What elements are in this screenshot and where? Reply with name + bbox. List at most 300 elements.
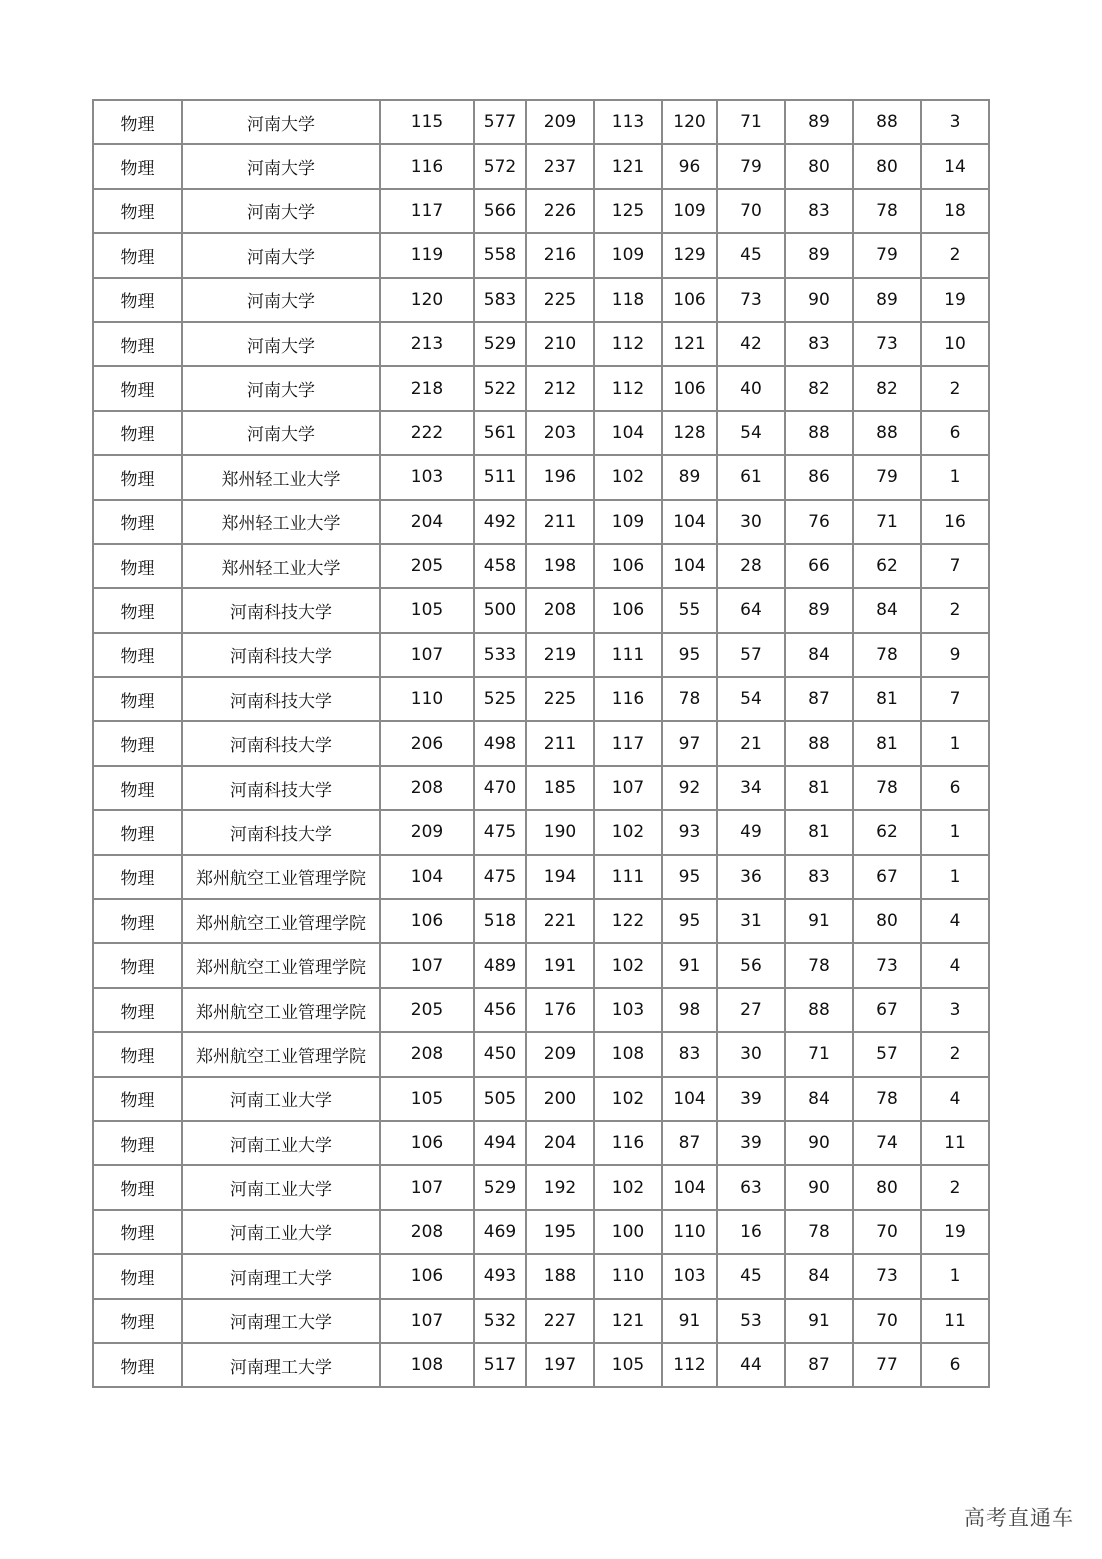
table-cell: 30 <box>717 1032 785 1076</box>
table-cell: 213 <box>380 322 474 366</box>
table-cell: 558 <box>474 233 526 277</box>
table-cell: 105 <box>380 588 474 632</box>
table-cell: 79 <box>717 144 785 188</box>
table-cell: 物理 <box>93 366 182 410</box>
table-cell: 物理 <box>93 766 182 810</box>
table-cell: 2 <box>921 233 989 277</box>
table-cell: 198 <box>526 544 594 588</box>
table-cell: 78 <box>785 1210 853 1254</box>
table-row <box>93 189 989 233</box>
table-cell: 66 <box>785 544 853 588</box>
table-cell: 1 <box>921 1254 989 1298</box>
table-cell: 118 <box>594 278 662 322</box>
table-cell: 河南理工大学 <box>182 1254 380 1298</box>
table-cell: 3 <box>921 988 989 1032</box>
table-cell: 108 <box>594 1032 662 1076</box>
table-cell: 97 <box>662 721 717 765</box>
table-cell: 91 <box>662 943 717 987</box>
table-cell: 194 <box>526 855 594 899</box>
table-cell: 102 <box>594 1165 662 1209</box>
table-row <box>93 100 989 144</box>
table-cell: 106 <box>594 588 662 632</box>
table-cell: 76 <box>785 500 853 544</box>
table-cell: 河南工业大学 <box>182 1210 380 1254</box>
table-cell: 103 <box>662 1254 717 1298</box>
table-cell: 物理 <box>93 500 182 544</box>
table-cell: 物理 <box>93 411 182 455</box>
table-cell: 73 <box>853 322 921 366</box>
table-cell: 物理 <box>93 1299 182 1343</box>
table-cell: 493 <box>474 1254 526 1298</box>
table-cell: 河南大学 <box>182 233 380 277</box>
table-cell: 56 <box>717 943 785 987</box>
table-cell: 89 <box>785 100 853 144</box>
table-cell: 2 <box>921 588 989 632</box>
table-cell: 54 <box>717 411 785 455</box>
table-cell: 28 <box>717 544 785 588</box>
table-cell: 209 <box>526 100 594 144</box>
table-cell: 119 <box>380 233 474 277</box>
table-cell: 211 <box>526 500 594 544</box>
table-cell: 物理 <box>93 544 182 588</box>
table-cell: 106 <box>380 1254 474 1298</box>
table-cell: 106 <box>380 899 474 943</box>
table-cell: 95 <box>662 899 717 943</box>
table-cell: 6 <box>921 1343 989 1387</box>
table-cell: 185 <box>526 766 594 810</box>
table-cell: 7 <box>921 677 989 721</box>
table-row <box>93 1343 989 1387</box>
table-cell: 86 <box>785 455 853 499</box>
table-row <box>93 233 989 277</box>
table-cell: 53 <box>717 1299 785 1343</box>
table-cell: 郑州轻工业大学 <box>182 455 380 499</box>
table-cell: 102 <box>594 1077 662 1121</box>
table-cell: 107 <box>380 1165 474 1209</box>
table-cell: 78 <box>785 943 853 987</box>
table-cell: 19 <box>921 278 989 322</box>
table-cell: 498 <box>474 721 526 765</box>
table-cell: 57 <box>853 1032 921 1076</box>
table-cell: 郑州航空工业管理学院 <box>182 1032 380 1076</box>
table-cell: 92 <box>662 766 717 810</box>
table-cell: 204 <box>380 500 474 544</box>
table-cell: 河南大学 <box>182 322 380 366</box>
table-cell: 45 <box>717 1254 785 1298</box>
table-cell: 71 <box>785 1032 853 1076</box>
table-cell: 107 <box>380 943 474 987</box>
table-cell: 83 <box>662 1032 717 1076</box>
table-cell: 81 <box>853 721 921 765</box>
table-cell: 176 <box>526 988 594 1032</box>
table-cell: 102 <box>594 943 662 987</box>
table-cell: 116 <box>380 144 474 188</box>
table-cell: 71 <box>717 100 785 144</box>
table-cell: 1 <box>921 721 989 765</box>
table-cell: 197 <box>526 1343 594 1387</box>
table-cell: 物理 <box>93 855 182 899</box>
table-row <box>93 633 989 677</box>
table-row <box>93 988 989 1032</box>
table-row <box>93 278 989 322</box>
table-cell: 7 <box>921 544 989 588</box>
table-cell: 195 <box>526 1210 594 1254</box>
table-cell: 106 <box>380 1121 474 1165</box>
table-cell: 81 <box>785 766 853 810</box>
table-cell: 200 <box>526 1077 594 1121</box>
table-cell: 522 <box>474 366 526 410</box>
table-row <box>93 588 989 632</box>
table-cell: 27 <box>717 988 785 1032</box>
watermark-text: 高考直通车 <box>964 1506 1074 1530</box>
table-cell: 227 <box>526 1299 594 1343</box>
table-cell: 11 <box>921 1121 989 1165</box>
table-cell: 456 <box>474 988 526 1032</box>
table-cell: 物理 <box>93 100 182 144</box>
table-cell: 郑州航空工业管理学院 <box>182 855 380 899</box>
table-cell: 95 <box>662 633 717 677</box>
table-cell: 78 <box>853 1077 921 1121</box>
table-cell: 10 <box>921 322 989 366</box>
table-cell: 河南科技大学 <box>182 766 380 810</box>
table-cell: 109 <box>594 233 662 277</box>
table-cell: 222 <box>380 411 474 455</box>
table-cell: 40 <box>717 366 785 410</box>
table-row <box>93 721 989 765</box>
table-cell: 103 <box>380 455 474 499</box>
table-cell: 54 <box>717 677 785 721</box>
table-cell: 6 <box>921 411 989 455</box>
table-row <box>93 144 989 188</box>
score-table <box>92 99 990 1388</box>
table-cell: 110 <box>594 1254 662 1298</box>
table-cell: 80 <box>785 144 853 188</box>
table-cell: 107 <box>594 766 662 810</box>
table-cell: 36 <box>717 855 785 899</box>
table-cell: 87 <box>785 677 853 721</box>
table-cell: 111 <box>594 633 662 677</box>
table-cell: 196 <box>526 455 594 499</box>
table-cell: 128 <box>662 411 717 455</box>
table-cell: 39 <box>717 1077 785 1121</box>
table-cell: 91 <box>662 1299 717 1343</box>
table-cell: 116 <box>594 677 662 721</box>
table-cell: 71 <box>853 500 921 544</box>
table-cell: 62 <box>853 544 921 588</box>
table-cell: 21 <box>717 721 785 765</box>
table-cell: 河南科技大学 <box>182 677 380 721</box>
table-cell: 4 <box>921 899 989 943</box>
table-row <box>93 1032 989 1076</box>
table-cell: 6 <box>921 766 989 810</box>
table-cell: 100 <box>594 1210 662 1254</box>
table-cell: 78 <box>853 189 921 233</box>
table-cell: 3 <box>921 100 989 144</box>
table-cell: 物理 <box>93 1210 182 1254</box>
table-cell: 108 <box>380 1343 474 1387</box>
table-cell: 529 <box>474 1165 526 1209</box>
table-cell: 78 <box>662 677 717 721</box>
table-cell: 110 <box>662 1210 717 1254</box>
table-cell: 450 <box>474 1032 526 1076</box>
table-cell: 4 <box>921 1077 989 1121</box>
table-cell: 470 <box>474 766 526 810</box>
table-cell: 208 <box>380 1032 474 1076</box>
table-cell: 566 <box>474 189 526 233</box>
table-cell: 98 <box>662 988 717 1032</box>
table-cell: 88 <box>785 721 853 765</box>
table-cell: 116 <box>594 1121 662 1165</box>
table-cell: 529 <box>474 322 526 366</box>
table-row <box>93 455 989 499</box>
table-row <box>93 500 989 544</box>
table-cell: 518 <box>474 899 526 943</box>
table-cell: 河南大学 <box>182 189 380 233</box>
table-cell: 88 <box>853 411 921 455</box>
table-row <box>93 1254 989 1298</box>
table-cell: 49 <box>717 810 785 854</box>
table-cell: 218 <box>380 366 474 410</box>
table-cell: 211 <box>526 721 594 765</box>
table-cell: 物理 <box>93 144 182 188</box>
table-cell: 561 <box>474 411 526 455</box>
table-cell: 物理 <box>93 189 182 233</box>
table-row <box>93 899 989 943</box>
table-cell: 84 <box>785 633 853 677</box>
table-cell: 112 <box>594 366 662 410</box>
table-cell: 572 <box>474 144 526 188</box>
table-cell: 45 <box>717 233 785 277</box>
table-cell: 104 <box>662 1165 717 1209</box>
table-cell: 61 <box>717 455 785 499</box>
table-cell: 9 <box>921 633 989 677</box>
table-body <box>93 100 989 1387</box>
table-cell: 物理 <box>93 677 182 721</box>
table-cell: 583 <box>474 278 526 322</box>
table-cell: 104 <box>380 855 474 899</box>
table-cell: 95 <box>662 855 717 899</box>
table-cell: 111 <box>594 855 662 899</box>
table-cell: 109 <box>594 500 662 544</box>
table-cell: 219 <box>526 633 594 677</box>
table-cell: 物理 <box>93 633 182 677</box>
table-cell: 河南工业大学 <box>182 1121 380 1165</box>
table-cell: 44 <box>717 1343 785 1387</box>
table-cell: 494 <box>474 1121 526 1165</box>
table-cell: 78 <box>853 633 921 677</box>
table-cell: 73 <box>853 1254 921 1298</box>
table-cell: 物理 <box>93 810 182 854</box>
table-cell: 237 <box>526 144 594 188</box>
table-cell: 120 <box>662 100 717 144</box>
table-cell: 191 <box>526 943 594 987</box>
table-cell: 216 <box>526 233 594 277</box>
table-cell: 112 <box>662 1343 717 1387</box>
table-cell: 物理 <box>93 278 182 322</box>
table-cell: 532 <box>474 1299 526 1343</box>
table-cell: 73 <box>853 943 921 987</box>
table-cell: 39 <box>717 1121 785 1165</box>
table-cell: 88 <box>785 411 853 455</box>
table-cell: 郑州航空工业管理学院 <box>182 943 380 987</box>
table-cell: 104 <box>594 411 662 455</box>
table-cell: 70 <box>717 189 785 233</box>
table-cell: 55 <box>662 588 717 632</box>
table-cell: 物理 <box>93 233 182 277</box>
table-cell: 河南工业大学 <box>182 1165 380 1209</box>
table-cell: 212 <box>526 366 594 410</box>
table-cell: 120 <box>380 278 474 322</box>
table-row <box>93 322 989 366</box>
table-cell: 210 <box>526 322 594 366</box>
table-cell: 225 <box>526 278 594 322</box>
table-cell: 206 <box>380 721 474 765</box>
table-cell: 209 <box>380 810 474 854</box>
table-cell: 河南大学 <box>182 144 380 188</box>
table-cell: 89 <box>785 588 853 632</box>
table-cell: 96 <box>662 144 717 188</box>
table-cell: 郑州轻工业大学 <box>182 544 380 588</box>
table-cell: 225 <box>526 677 594 721</box>
table-cell: 104 <box>662 1077 717 1121</box>
table-cell: 107 <box>380 633 474 677</box>
table-cell: 物理 <box>93 943 182 987</box>
table-cell: 河南大学 <box>182 100 380 144</box>
table-cell: 109 <box>662 189 717 233</box>
table-cell: 河南科技大学 <box>182 588 380 632</box>
table-cell: 34 <box>717 766 785 810</box>
table-cell: 205 <box>380 544 474 588</box>
table-cell: 79 <box>853 233 921 277</box>
table-cell: 64 <box>717 588 785 632</box>
table-cell: 67 <box>853 988 921 1032</box>
table-cell: 郑州航空工业管理学院 <box>182 988 380 1032</box>
table-cell: 121 <box>594 1299 662 1343</box>
table-cell: 物理 <box>93 1121 182 1165</box>
table-cell: 河南科技大学 <box>182 633 380 677</box>
table-cell: 81 <box>785 810 853 854</box>
table-cell: 489 <box>474 943 526 987</box>
table-cell: 208 <box>526 588 594 632</box>
table-cell: 80 <box>853 1165 921 1209</box>
table-cell: 121 <box>594 144 662 188</box>
table-cell: 190 <box>526 810 594 854</box>
table-cell: 物理 <box>93 1254 182 1298</box>
table-row <box>93 855 989 899</box>
table-cell: 物理 <box>93 721 182 765</box>
table-cell: 87 <box>785 1343 853 1387</box>
table-cell: 物理 <box>93 588 182 632</box>
table-cell: 88 <box>785 988 853 1032</box>
table-cell: 80 <box>853 899 921 943</box>
table-cell: 14 <box>921 144 989 188</box>
table-cell: 104 <box>662 500 717 544</box>
table-cell: 84 <box>785 1077 853 1121</box>
table-row <box>93 810 989 854</box>
table-cell: 河南大学 <box>182 278 380 322</box>
table-cell: 16 <box>921 500 989 544</box>
table-cell: 89 <box>662 455 717 499</box>
table-row <box>93 544 989 588</box>
table-cell: 63 <box>717 1165 785 1209</box>
table-cell: 18 <box>921 189 989 233</box>
table-cell: 117 <box>380 189 474 233</box>
table-cell: 492 <box>474 500 526 544</box>
table-row <box>93 943 989 987</box>
table-cell: 121 <box>662 322 717 366</box>
table-cell: 80 <box>853 144 921 188</box>
table-cell: 11 <box>921 1299 989 1343</box>
table-cell: 物理 <box>93 322 182 366</box>
table-cell: 533 <box>474 633 526 677</box>
table-cell: 117 <box>594 721 662 765</box>
table-cell: 62 <box>853 810 921 854</box>
table-cell: 102 <box>594 810 662 854</box>
table-row <box>93 411 989 455</box>
table-cell: 102 <box>594 455 662 499</box>
table-row <box>93 1210 989 1254</box>
table-cell: 78 <box>853 766 921 810</box>
table-cell: 511 <box>474 455 526 499</box>
table-cell: 42 <box>717 322 785 366</box>
table-cell: 188 <box>526 1254 594 1298</box>
table-cell: 70 <box>853 1210 921 1254</box>
table-row <box>93 366 989 410</box>
table-cell: 1 <box>921 455 989 499</box>
table-cell: 204 <box>526 1121 594 1165</box>
table-cell: 31 <box>717 899 785 943</box>
table-cell: 2 <box>921 1165 989 1209</box>
table-cell: 83 <box>785 322 853 366</box>
table-cell: 77 <box>853 1343 921 1387</box>
table-cell: 物理 <box>93 1165 182 1209</box>
table-cell: 205 <box>380 988 474 1032</box>
table-row <box>93 1121 989 1165</box>
table-row <box>93 677 989 721</box>
table-cell: 79 <box>853 455 921 499</box>
table-cell: 469 <box>474 1210 526 1254</box>
table-cell: 208 <box>380 1210 474 1254</box>
table-cell: 物理 <box>93 1077 182 1121</box>
table-row <box>93 766 989 810</box>
table-cell: 83 <box>785 855 853 899</box>
table-cell: 2 <box>921 1032 989 1076</box>
table-cell: 125 <box>594 189 662 233</box>
table-cell: 1 <box>921 855 989 899</box>
table-cell: 4 <box>921 943 989 987</box>
table-cell: 103 <box>594 988 662 1032</box>
table-cell: 河南工业大学 <box>182 1077 380 1121</box>
table-cell: 81 <box>853 677 921 721</box>
table-cell: 475 <box>474 810 526 854</box>
table-cell: 82 <box>785 366 853 410</box>
table-cell: 110 <box>380 677 474 721</box>
table-cell: 1 <box>921 810 989 854</box>
table-cell: 203 <box>526 411 594 455</box>
table-cell: 89 <box>853 278 921 322</box>
table-cell: 122 <box>594 899 662 943</box>
table-cell: 129 <box>662 233 717 277</box>
table-cell: 106 <box>662 366 717 410</box>
table-cell: 458 <box>474 544 526 588</box>
table-cell: 河南科技大学 <box>182 810 380 854</box>
table-cell: 88 <box>853 100 921 144</box>
table-row <box>93 1299 989 1343</box>
table-cell: 83 <box>785 189 853 233</box>
table-cell: 84 <box>785 1254 853 1298</box>
table-cell: 57 <box>717 633 785 677</box>
table-cell: 115 <box>380 100 474 144</box>
